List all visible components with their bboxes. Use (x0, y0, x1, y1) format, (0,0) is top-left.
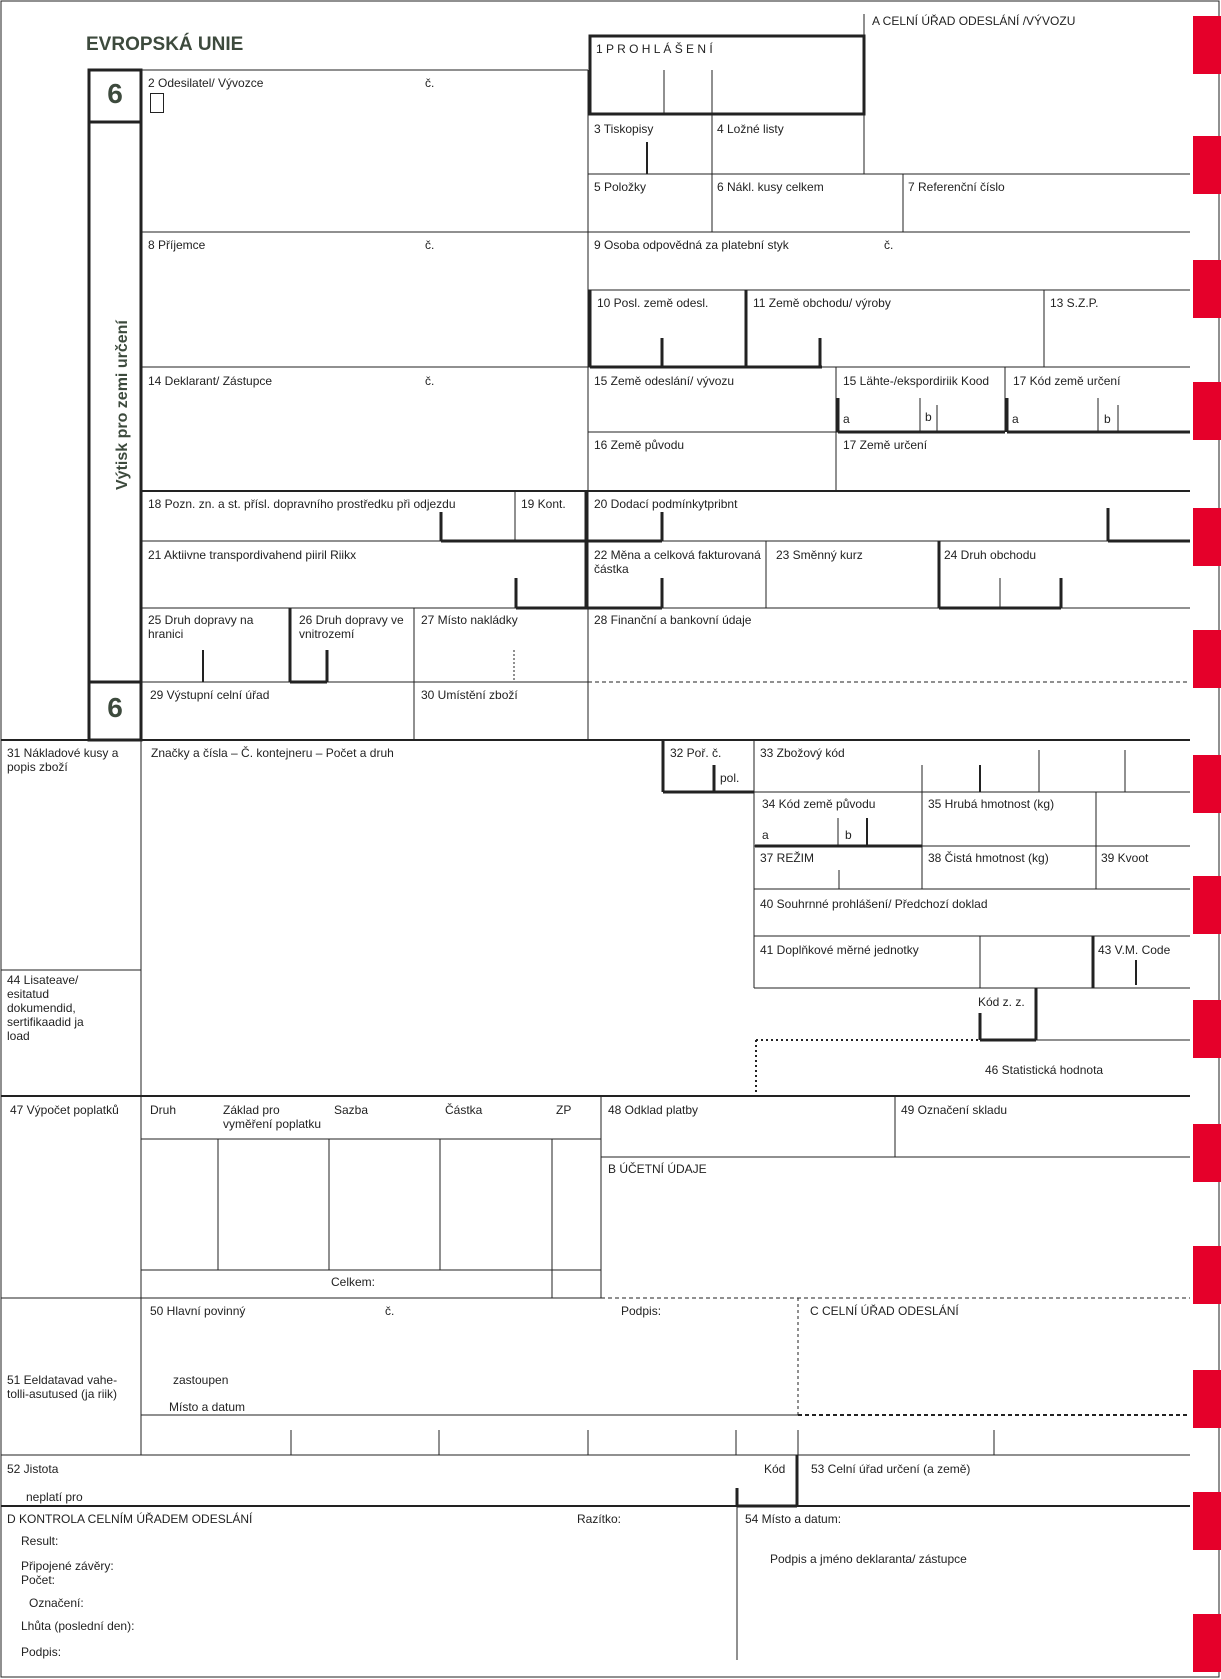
box-d-stamp-label: Razítko: (577, 1512, 622, 1526)
box-2-checkbox[interactable] (150, 93, 164, 113)
box-47-amount-header: Částka (445, 1103, 483, 1117)
box-d-label: D KONTROLA CELNÍM ÚŘADEM ODESLÁNÍ (7, 1512, 253, 1526)
box-28-label: 28 Finanční a bankovní údaje (594, 613, 752, 627)
box-39-label: 39 Kvoot (1101, 851, 1149, 865)
box-34-label: 34 Kód země původu (762, 797, 876, 811)
box-52-not-valid-label: neplatí pro (26, 1490, 83, 1504)
box-23-label: 23 Směnný kurz (776, 548, 863, 562)
box-33-label: 33 Zbožový kód (760, 746, 845, 760)
box-1-label: 1 P R O H L Á Š E N Í (596, 42, 713, 56)
edge-mark (1193, 382, 1221, 440)
box-34-b-label: b (845, 828, 852, 842)
box-50-place-date-label: Místo a datum (169, 1400, 246, 1414)
page-border (1, 1, 1219, 1677)
copy-number-bottom: 6 (107, 692, 123, 723)
box-9-number-label: č. (884, 238, 894, 252)
box-26-label: 26 Druh dopravy ve vnitrozemí (299, 613, 404, 641)
box-31-marks-label: Značky a čísla – Č. kontejneru – Počet a druh (151, 746, 394, 760)
box-7-label: 7 Referenční číslo (908, 180, 1005, 194)
box-29-label: 29 Výstupní celní úřad (150, 688, 270, 702)
box-47-total-label: Celkem: (331, 1275, 376, 1289)
box-15-code-label: 15 Lähte-/ekspordiriik Kood (843, 374, 990, 388)
box-21-label: 21 Aktiivne transpordivahend piiril Riikx (148, 548, 357, 562)
box-17-label: 17 Země určení (843, 438, 928, 452)
box-43-label: 43 V.M. Code (1098, 943, 1171, 957)
box-3-label: 3 Tiskopisy (594, 122, 654, 136)
box-40-label: 40 Souhrnné prohlášení/ Předchozí doklad (760, 897, 988, 911)
box-d-count-label: Počet: (21, 1573, 56, 1587)
edge-mark (1193, 1614, 1221, 1672)
box-17-a-label: a (1012, 412, 1019, 426)
box-49-label: 49 Označení skladu (901, 1103, 1008, 1117)
box-9-label: 9 Osoba odpovědná za platební styk (594, 238, 789, 252)
box-17-code-label: 17 Kód země určení (1013, 374, 1121, 388)
box-50-signature-label: Podpis: (621, 1304, 662, 1318)
box-51-label: 51 Eeldatavad vahe-tolli-asutused (ja riik) (7, 1373, 118, 1401)
box-15-label: 15 Země odeslání/ vývozu (594, 374, 735, 388)
box-22-label: 22 Měna a celková fakturovaná částka (594, 548, 761, 576)
edge-mark (1193, 260, 1221, 318)
box-47-type-header: Druh (150, 1103, 177, 1117)
box-31-label: 31 Nákladové kusy a popis zboží (7, 746, 119, 774)
box-c-label: C CELNÍ ÚŘAD ODESLÁNÍ (810, 1304, 959, 1318)
box-4-label: 4 Ložné listy (717, 122, 784, 136)
edge-mark (1193, 1124, 1221, 1182)
box-d-seals-label: Připojené závěry: (21, 1559, 114, 1573)
box-50-represented-label: zastoupen (173, 1373, 229, 1387)
box-b-label: B ÚČETNÍ ÚDAJE (608, 1162, 707, 1176)
edge-mark (1193, 876, 1221, 934)
edge-mark (1193, 755, 1221, 813)
box-14-number-label: č. (425, 374, 435, 388)
edge-mark (1193, 1370, 1221, 1428)
box-44-label: 44 Lisateave/ esitatud dokumendid, sertifikaadid ja load (7, 973, 84, 1043)
box-52-label: 52 Jistota (7, 1462, 59, 1476)
box-11-label: 11 Země obchodu/ výroby (753, 296, 891, 310)
box-6-label: 6 Nákl. kusy celkem (717, 180, 824, 194)
copy-number-top: 6 (107, 78, 123, 109)
box-13-label: 13 S.Z.P. (1050, 296, 1099, 310)
box-32-pol-label: pol. (720, 771, 740, 785)
edge-mark (1193, 1000, 1221, 1058)
box-15-b-label: b (925, 410, 932, 424)
box-38-label: 38 Čistá hmotnost (kg) (928, 851, 1049, 865)
box-18-label: 18 Pozn. zn. a st. přísl. dopravního prostředku při odjezdu (148, 497, 456, 511)
edge-mark (1193, 1246, 1221, 1304)
box-54-label: 54 Místo a datum: (745, 1512, 842, 1526)
box-8-label: 8 Příjemce (148, 238, 206, 252)
box-16-label: 16 Země původu (594, 438, 685, 452)
box-46-label: 46 Statistická hodnota (985, 1063, 1104, 1077)
box-47-zp-header: ZP (556, 1103, 572, 1117)
box-44-code-label: Kód z. z. (978, 995, 1025, 1009)
box-a-label: A CELNÍ ÚŘAD ODESLÁNÍ /VÝVOZU (872, 14, 1076, 28)
box-15-a-label: a (843, 412, 850, 426)
box-19-label: 19 Kont. (521, 497, 566, 511)
box-d-marking-label: Označení: (29, 1596, 84, 1610)
box-52-code-label: Kód (764, 1462, 786, 1476)
box-25-label: 25 Druh dopravy na hranici (148, 613, 254, 641)
box-50-label: 50 Hlavní povinný (150, 1304, 246, 1318)
edge-mark (1193, 630, 1221, 688)
box-37-label: 37 REŽIM (760, 851, 815, 865)
edge-mark (1193, 508, 1221, 566)
box-24-label: 24 Druh obchodu (944, 548, 1037, 562)
box-54-signature-label: Podpis a jméno deklaranta/ zástupce (770, 1552, 967, 1566)
box-30-label: 30 Umístění zboží (421, 688, 518, 702)
box-20-label: 20 Dodací podmínkytpribnt (594, 497, 738, 511)
edge-mark (1193, 1492, 1221, 1550)
box-d-deadline-label: Lhůta (poslední den): (21, 1619, 135, 1633)
edge-mark (1193, 136, 1221, 194)
box-2-label: 2 Odesilatel/ Vývozce (148, 76, 264, 90)
box-53-label: 53 Celní úřad určení (a země) (811, 1462, 971, 1476)
box-27-label: 27 Místo nakládky (421, 613, 518, 627)
box-14-label: 14 Deklarant/ Zástupce (148, 374, 273, 388)
box-10-label: 10 Posl. země odesl. (597, 296, 709, 310)
box-5-label: 5 Položky (594, 180, 647, 194)
box-34-a-label: a (762, 828, 769, 842)
box-41-label: 41 Doplňkové měrné jednotky (760, 943, 919, 957)
box-47-base-header: Základ pro vyměření poplatku (223, 1103, 322, 1131)
copy-label: Výtisk pro zemi určení (114, 320, 131, 490)
box-32-label: 32 Poř. č. (670, 746, 722, 760)
edge-mark (1193, 16, 1221, 74)
box-48-label: 48 Odklad platby (608, 1103, 699, 1117)
box-47-label: 47 Výpočet poplatků (10, 1103, 119, 1117)
box-47-rate-header: Sazba (334, 1103, 369, 1117)
box-50-number-label: č. (385, 1304, 395, 1318)
box-8-number-label: č. (425, 238, 435, 252)
box-35-label: 35 Hrubá hmotnost (kg) (928, 797, 1055, 811)
box-d-result-label: Result: (21, 1534, 59, 1548)
box-17-b-label: b (1104, 412, 1111, 426)
box-2-number-label: č. (425, 76, 435, 90)
box-d-signature-label: Podpis: (21, 1645, 62, 1659)
union-title: EVROPSKÁ UNIE (86, 34, 244, 55)
